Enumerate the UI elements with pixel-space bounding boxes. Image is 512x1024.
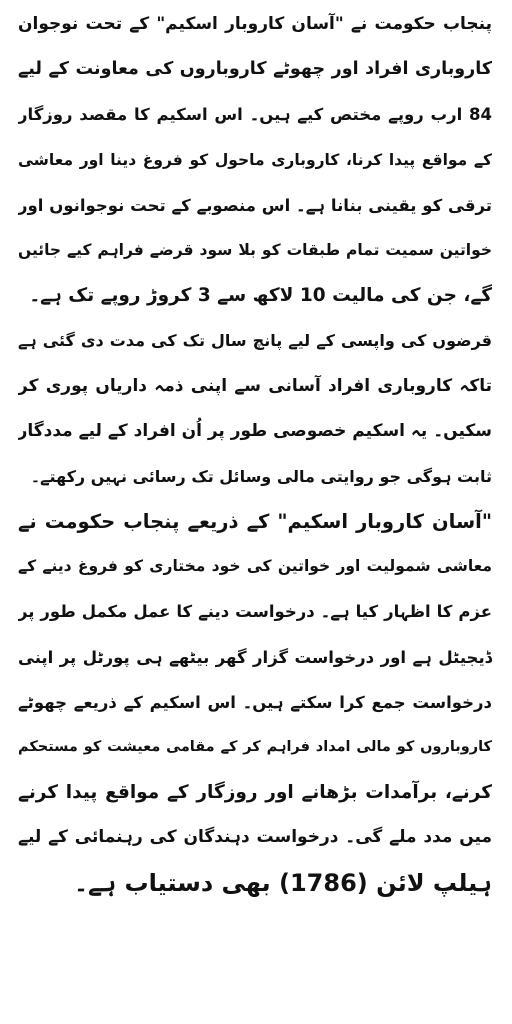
article-line: گے، جن کی مالیت 10 لاکھ سے 3 کروڑ روپے تک ہے۔ bbox=[29, 285, 492, 307]
article-line: ہیلپ لائن (1786) بھی دستیاب ہے۔ bbox=[73, 868, 492, 897]
article-line: ثابت ہوگی جو روایتی مالی وسائل تک رسائی نہیں رکھتے۔ bbox=[30, 466, 492, 486]
article-line: کاروباری افراد اور چھوٹے کاروباروں کی معاونت کے لیے bbox=[18, 59, 492, 80]
article-line: کاروباروں کو مالی امداد فراہم کر کے مقامی معیشت کو مستحکم bbox=[18, 739, 492, 755]
article-line: سکیں۔ یہ اسکیم خصوصی طور پر اُن افراد کے لیے مددگار bbox=[18, 420, 492, 441]
article-line: درخواست جمع کرا سکتے ہیں۔ اس اسکیم کے ذریعے چھوٹے bbox=[18, 692, 492, 712]
article-line: کے مواقع پیدا کرنا، کاروباری ماحول کو فروغ دینا اور معاشی bbox=[18, 150, 492, 169]
article-line: "آسان کاروبار اسکیم" کے ذریعے پنجاب حکومت نے bbox=[18, 510, 492, 534]
article-line: کرنے، برآمدات بڑھانے اور روزگار کے مواقع پیدا کرنے bbox=[18, 782, 492, 804]
article-line: ڈیجیٹل ہے اور درخواست گزار گھر بیٹھے ہی پورٹل پر اپنی bbox=[18, 647, 492, 667]
article-line: تاکہ کاروباری افراد آسانی سے اپنی ذمہ داریاں پوری کر bbox=[18, 375, 492, 396]
article-line: ترقی کو یقینی بنانا ہے۔ اس منصوبے کے تحت نوجوانوں اور bbox=[18, 195, 492, 215]
article-line: خواتین سمیت تمام طبقات کو بلا سود قرضے فراہم کیے جائیں bbox=[18, 240, 492, 259]
article-line: قرضوں کی واپسی کے لیے پانچ سال تک کی مدت دی گئی ہے bbox=[18, 331, 492, 351]
article-body bbox=[18, 2, 492, 1018]
article-line: میں مدد ملے گی۔ درخواست دہندگان کی رہنمائی کے لیے bbox=[18, 827, 492, 848]
article-line: پنجاب حکومت نے "آسان کاروبار اسکیم" کے تحت نوجوان bbox=[18, 14, 492, 34]
article-line: معاشی شمولیت اور خواتین کی خود مختاری کو فروغ دینے کے bbox=[18, 557, 492, 576]
article-line: 84 ارب روپے مختص کیے ہیں۔ اس اسکیم کا مقصد روزگار bbox=[18, 105, 492, 125]
article-line: عزم کا اظہار کیا ہے۔ درخواست دینے کا عمل مکمل طور پر bbox=[18, 602, 492, 622]
